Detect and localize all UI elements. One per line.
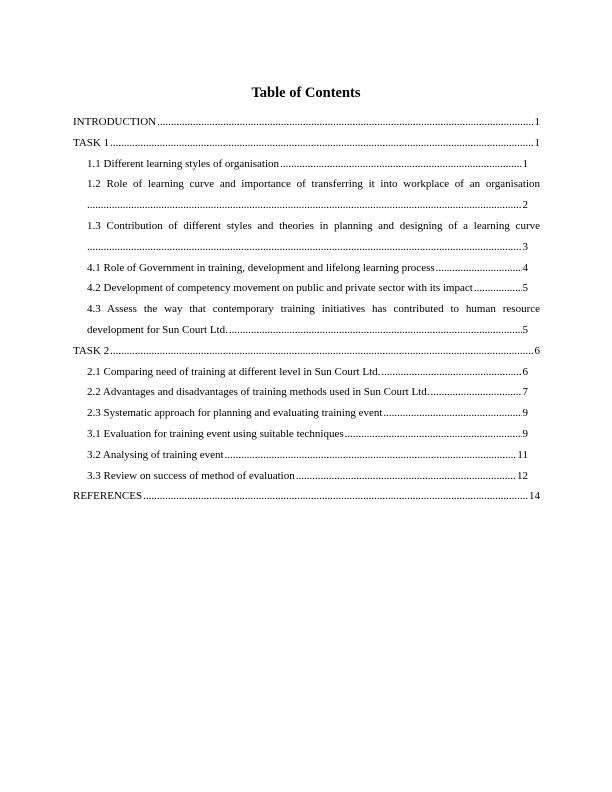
- toc-entry-text: 3.1 Evaluation for training event using suitable techniques: [87, 427, 344, 440]
- toc-entry-text-line-1: 4.3 Assess the way that contemporary training initiatives has contributed to human resource: [87, 303, 540, 316]
- toc-entry-3-1[interactable]: [73, 424, 540, 445]
- toc-entry-1-2[interactable]: [73, 174, 540, 216]
- toc-page-number: 1: [522, 157, 528, 170]
- dot-leader: [430, 382, 521, 403]
- toc-page-number: 11: [517, 448, 528, 461]
- toc-entry-3-2[interactable]: [73, 445, 540, 466]
- toc-entry-text: 2.2 Advantages and disadvantages of training methods used in Sun Court Ltd.: [87, 386, 430, 399]
- toc-page-number: 14: [529, 490, 540, 503]
- toc-entry-text: 3.3 Review on success of method of evaluation: [87, 469, 295, 482]
- toc-entry-text: 4.2 Development of competency movement on public and private sector with its impact: [87, 282, 473, 295]
- toc-entry-1-1[interactable]: [73, 154, 540, 175]
- toc-page-number: 2: [522, 199, 528, 212]
- toc-page-number: 5: [522, 323, 528, 336]
- toc-entry-text: 4.1 Role of Government in training, development and lifelong learning process: [87, 261, 435, 274]
- table-of-contents: [73, 112, 540, 507]
- dot-leader: [383, 403, 521, 424]
- toc-entry-text-line-2: development for Sun Court Ltd.: [87, 323, 228, 336]
- toc-entry-text: TASK 1: [73, 136, 110, 149]
- toc-page-number: 6: [522, 365, 528, 378]
- toc-entry-4-1[interactable]: [73, 258, 540, 279]
- dot-leader: [345, 424, 522, 445]
- dot-leader: [110, 341, 533, 362]
- page-title: Table of Contents: [251, 85, 361, 101]
- dot-leader: [87, 195, 522, 216]
- toc-page-number: 5: [522, 282, 528, 295]
- toc-entry-text: INTRODUCTION: [73, 116, 157, 128]
- toc-entry-references[interactable]: [73, 486, 540, 507]
- dot-leader: [280, 154, 521, 175]
- dot-leader: [381, 362, 521, 383]
- toc-entry-task-2[interactable]: [73, 341, 540, 362]
- toc-entry-introduction[interactable]: [73, 112, 540, 133]
- toc-entry-1-3[interactable]: [73, 216, 540, 258]
- toc-entry-text: REFERENCES: [73, 490, 143, 503]
- dot-leader: [157, 112, 533, 133]
- toc-entry-task-1[interactable]: [73, 133, 540, 154]
- toc-entry-text: 1.3 Contribution of different styles and theories in planning and designing of a learning curve: [87, 219, 540, 232]
- toc-page-number: 4: [522, 261, 528, 274]
- toc-page-number: 7: [522, 386, 528, 399]
- dot-leader: [225, 445, 517, 466]
- dot-leader: [110, 133, 533, 154]
- toc-entry-2-1[interactable]: [73, 362, 540, 383]
- dot-leader: [229, 320, 522, 341]
- toc-entry-text: 1.2 Role of learning curve and importance of transferring it into workplace of an organisation: [87, 178, 540, 191]
- toc-entry-2-3[interactable]: [73, 403, 540, 424]
- toc-page-number: 12: [517, 469, 528, 482]
- dot-leader: [87, 237, 522, 258]
- toc-entry-text: 2.3 Systematic approach for planning and evaluating training event: [87, 407, 383, 420]
- dot-leader: [143, 486, 528, 507]
- toc-entry-text: 2.1 Comparing need of training at different level in Sun Court Ltd.: [87, 365, 381, 378]
- dot-leader: [474, 278, 522, 299]
- toc-page-number: 1: [534, 136, 540, 149]
- toc-entry-3-3[interactable]: [73, 466, 540, 487]
- toc-entry-4-3[interactable]: [73, 299, 540, 341]
- toc-entry-text: 1.1 Different learning styles of organisation: [87, 157, 280, 170]
- toc-entry-2-2[interactable]: [73, 382, 540, 403]
- toc-page-number: 9: [522, 427, 528, 440]
- dot-leader: [296, 466, 516, 487]
- toc-entry-text: 3.2 Analysing of training event: [87, 448, 224, 461]
- toc-page-number: 6: [534, 344, 540, 357]
- toc-entry-4-2[interactable]: [73, 278, 540, 299]
- toc-page-number: 9: [522, 407, 528, 420]
- toc-page-number: 1: [534, 116, 540, 128]
- toc-page-number: 3: [522, 240, 528, 253]
- dot-leader: [436, 258, 522, 279]
- toc-entry-text: TASK 2: [73, 344, 110, 357]
